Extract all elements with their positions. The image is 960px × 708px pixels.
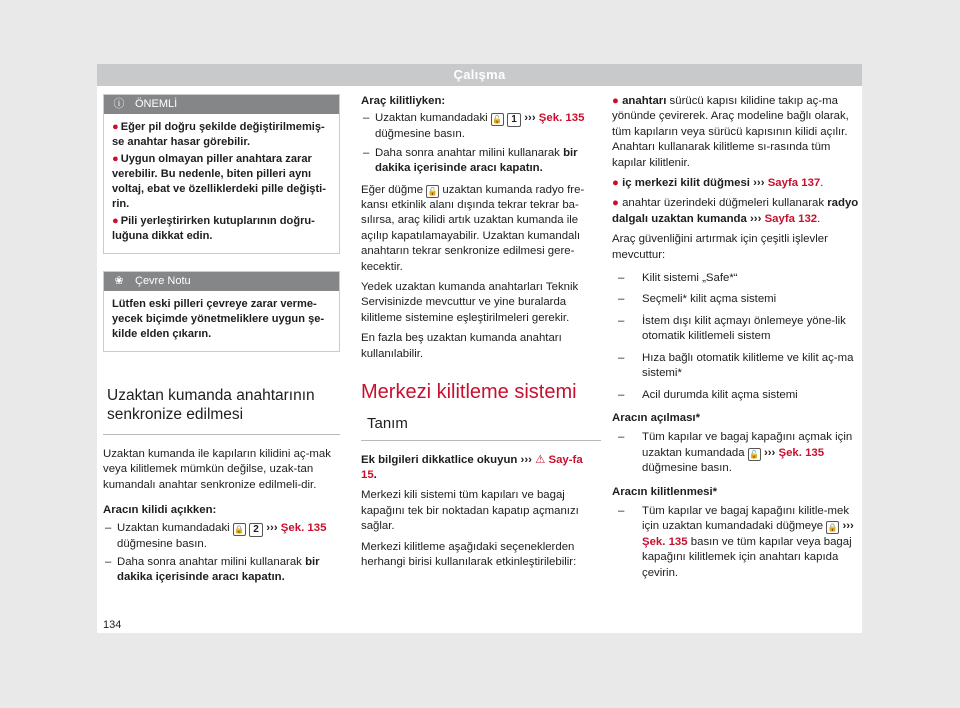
page-link[interactable]: Say-fa 15 — [361, 453, 583, 481]
important-box-body — [104, 114, 339, 253]
locked-heading: Araç kilitliyken: — [361, 95, 446, 107]
list-item: – Seçmeli* kilit açma sistemi — [612, 292, 860, 307]
bullet-dot-icon: ● — [612, 177, 619, 190]
important-bullet: ● Eğer pil doğru şekilde değiştirilmemiş-se anahtar hasar görebilir. — [112, 121, 325, 148]
figure-link[interactable]: Şek. 135 — [778, 446, 825, 459]
safety-note: Ek bilgileri dikkatlice okuyun ››› ⚠ Say-fa 15. — [361, 453, 583, 481]
callout-number: 2 — [249, 523, 263, 537]
ref-arrow: ››› — [750, 212, 762, 225]
env-note-box — [103, 271, 340, 352]
list-item: – Daha sonra anahtar milini kullanarak bir dakika içerisinde aracı kapatın. — [103, 555, 340, 586]
callout-number: 1 — [507, 113, 521, 127]
important-box-header — [104, 95, 339, 114]
env-note-label: Çevre Notu — [135, 275, 191, 287]
important-label: ÖNEMLİ — [135, 98, 178, 110]
unlocked-heading: Aracın kilidi açıkken: — [103, 504, 217, 517]
unlock-button-icon: 🔓 — [427, 186, 438, 196]
ref-arrow: ››› — [524, 112, 536, 125]
bullet-dot-icon: ● — [112, 121, 119, 133]
figure-link[interactable]: Şek. 135 — [642, 535, 688, 548]
sync-intro: Uzaktan kumanda ile kapıların kilidini aç-mak veya kilitlemek mümkün değilse, uzak-tan kumandalı anahtar senkronize edilmeli-dir. — [103, 448, 331, 491]
option-remote: ● anahtar üzerindeki düğmeleri kullanarak radyo dalgalı uzaktan kumanda ››› Sayfa 132. — [612, 197, 859, 225]
list-item: – İstem dışı kilit açmayı önlemeye yöne-lik otomatik kilitlemeli sistem — [612, 314, 860, 345]
security-features — [612, 271, 860, 403]
list-item: – Hıza bağlı otomatik kilitleme ve kilit aç-ma sistemi* — [612, 351, 860, 382]
env-note-text: Lütfen eski pilleri çevreye zarar verme-yecek biçimde yönetmeliklere uygun şe-kilde elden çıkarın. — [112, 298, 325, 340]
option-key: ● anahtarı sürücü kapısı kilidine takıp aç-ma yönünde çevirerek. Araç modeline bağlı olarak, tüm kapıların veya sürücü kapısının kilidi açılır. Anahtarı kullanarak kilitleme sı-rasında tüm kapılar kilitlenir. — [612, 95, 849, 169]
page-link[interactable]: Sayfa 132 — [764, 212, 818, 225]
manual-page — [97, 64, 862, 633]
env-note-header — [104, 272, 339, 291]
option-inner-button: ● iç merkezi kilit düğmesi ››› Sayfa 137. — [612, 177, 824, 190]
column-right — [612, 94, 860, 589]
open-heading: Aracın açılması* — [612, 411, 701, 424]
list-item: – Uzaktan kumandadaki 🔓 1 ››› Şek. 135 düğmesine basın. — [361, 111, 601, 142]
warning-triangle-icon: ⚠ — [535, 453, 546, 466]
subsection-title: Tanım — [361, 404, 601, 440]
lock-button-icon: 🔒 — [827, 523, 838, 533]
list-item: – Daha sonra anahtar milini kullanarak bir dakika içerisinde aracı kapatın. — [361, 146, 601, 177]
figure-link[interactable]: Şek. 135 — [280, 521, 327, 534]
bullet-dot-icon: ● — [612, 95, 619, 107]
ref-arrow: ››› — [763, 446, 776, 459]
env-note-body — [104, 291, 339, 351]
bullet-dot-icon: ● — [112, 215, 119, 227]
ref-arrow: ››› — [753, 177, 765, 190]
lock-steps — [612, 504, 860, 581]
list-item: – Acil durumda kilit açma sistemi — [612, 388, 860, 403]
para-spare: Yedek uzaktan kumanda anahtarları Teknik Servisinizde mevcuttur ve yine buralarda kilitleme sistemine eşleştirilmeleri gerekir. — [361, 281, 579, 324]
flower-icon: ❀ — [114, 275, 124, 287]
list-item: – Tüm kapılar ve bagaj kapağını açmak için uzaktan kumandada 🔓 ››› Şek. 135 düğmesine basın. — [612, 430, 860, 476]
important-bullet: ● Pili yerleştirirken kutuplarının doğru-luğuna dikkat edin. — [112, 215, 315, 242]
unlocked-steps — [103, 521, 340, 586]
unlock-button-icon: 🔓 — [749, 449, 760, 459]
main-section-title: Merkezi kilitleme sistemi — [361, 381, 577, 404]
list-item: – Tüm kapılar ve bagaj kapağını kilitle-mek için uzaktan kumandadaki düğmeye 🔒 ››› Şek. 135 basın ve tüm kapılar veya bagaj kapağını kilitlemek için anahtarı kapıda çevirin. — [612, 504, 860, 581]
list-item: – Uzaktan kumandadaki 🔒 2 ››› Şek. 135 düğmesine basın. — [103, 521, 340, 552]
important-bullet: ● Uygun olmayan piller anahtara zarar verebilir. Bu nedenle, biten pilleri aynı voltaj, ebat ve özelliklerdeki pille değişti-rin. — [112, 153, 326, 210]
para-options: Merkezi kilitleme aşağıdaki seçeneklerden herhangi birisi kullanılarak etkinleştirilebilir: — [361, 540, 577, 568]
section-title: Uzaktan kumanda anahtarının senkronize edilmesi — [103, 378, 340, 435]
para-button: Eğer düğme 🔓 uzaktan kumanda radyo fre-kansı etkinlik alanı dışında tekrar tekrar ba-sılırsa, araç kilidi artık uzaktan kumanda ile açılıp kapatılamayabilir. Uzaktan kumandalı anahtarın tekrar senkronize edilmesi gere-kecektir. — [361, 183, 585, 273]
ref-arrow: ››› — [266, 521, 278, 534]
bullet-dot-icon: ● — [112, 153, 119, 165]
info-circle-icon: ⓘ — [113, 98, 125, 110]
page-link[interactable]: Sayfa 137 — [767, 177, 821, 190]
open-steps — [612, 430, 860, 476]
chapter-title: Çalışma — [453, 67, 506, 82]
ref-arrow: ››› — [842, 520, 854, 533]
column-middle — [361, 94, 601, 575]
important-box — [103, 94, 340, 254]
sync-section — [103, 378, 340, 586]
column-left — [103, 94, 340, 592]
security-intro: Araç güvenliğini artırmak için çeşitli işlevler mevcuttur: — [612, 233, 828, 261]
bullet-dot-icon: ● — [612, 197, 619, 210]
page-number: 134 — [103, 619, 122, 631]
locked-steps — [361, 111, 601, 176]
para-max: En fazla beş uzaktan kumanda anahtarı kullanılabilir. — [361, 332, 562, 360]
lock-button-icon: 🔒 — [234, 524, 245, 534]
unlock-button-icon: 🔓 — [492, 115, 503, 125]
chapter-header — [97, 64, 862, 86]
para-central: Merkezi kili sistemi tüm kapıları ve bagaj kapağını tek bir noktadan kapatıp açmanızı sağlar. — [361, 489, 579, 533]
list-item: – Kilit sistemi „Safe*“ — [612, 271, 860, 286]
ref-arrow: ››› — [520, 453, 532, 466]
lock-heading: Aracın kilitlenmesi* — [612, 485, 718, 498]
figure-link[interactable]: Şek. 135 — [538, 112, 585, 125]
